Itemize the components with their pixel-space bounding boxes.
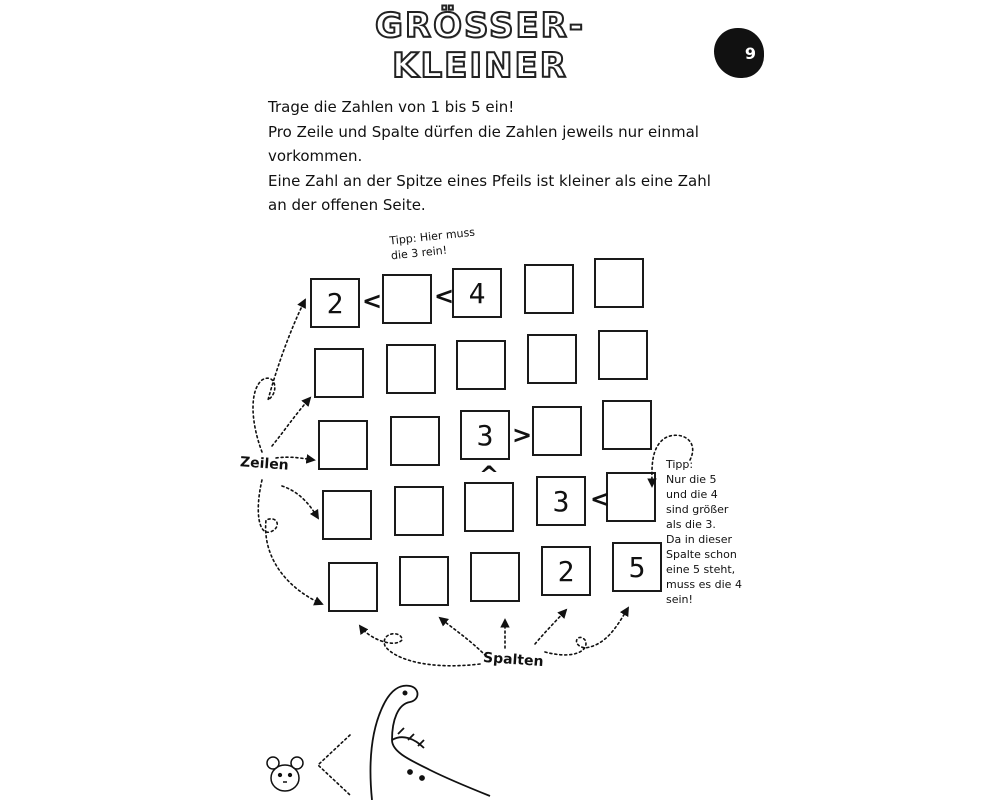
instruction-line: vorkommen. — [268, 147, 363, 165]
cell-r5-c5[interactable]: 5 — [612, 542, 662, 592]
instruction-line: Eine Zahl an der Spitze eines Pfeils ist kleiner als eine Zahl — [268, 171, 711, 190]
tip-right-line: Tipp: — [666, 458, 694, 471]
cell-r1-c1[interactable]: 2 — [310, 278, 360, 328]
cell-r5-c4[interactable]: 2 — [541, 546, 591, 596]
tip-right-line: und die 4 — [666, 488, 718, 501]
column-arrow-5 — [545, 608, 628, 655]
symbol-r1-c2-c3: < — [434, 282, 455, 310]
row-arrow-5 — [258, 480, 322, 604]
tip-right-line: Nur die 5 — [666, 473, 717, 486]
tip-right-line: Da in dieser — [666, 533, 733, 546]
page-title: GRÖSSER-KLEINER — [375, 6, 585, 86]
row-arrow-1 — [253, 300, 305, 452]
tip-right-line: sein! — [666, 593, 693, 606]
tip-top-line: die 3 rein! — [390, 243, 448, 263]
chevron-decoration — [318, 735, 350, 795]
dinosaur-illustration — [370, 686, 490, 800]
row-arrow-3 — [276, 457, 314, 460]
tip-right-line: als die 3. — [666, 518, 716, 531]
tip-right-line: Spalte schon — [666, 548, 737, 561]
tip-right-line: muss es die 4 — [666, 578, 742, 591]
column-arrow-2 — [440, 618, 486, 656]
tip-right-line: eine 5 steht, — [666, 563, 736, 576]
column-arrow-1 — [360, 626, 480, 666]
tip-arrow — [652, 435, 693, 486]
tip-top-line: Tipp: Hier muss — [388, 225, 476, 248]
columns-label: Spalten — [482, 649, 544, 671]
cell-r4-c4[interactable]: 3 — [536, 476, 586, 526]
cell-r3-c3[interactable]: 3 — [460, 410, 510, 460]
row-arrow-2 — [272, 398, 310, 446]
cell-r1-c3[interactable]: 4 — [452, 268, 502, 318]
symbol-r3-c3-c4: > — [512, 421, 533, 449]
tip-right-line: sind größer — [666, 503, 729, 516]
page-number: 9 — [744, 43, 756, 63]
symbol-r3-r4-c3: ^ — [479, 461, 500, 489]
mouse-illustration — [267, 757, 303, 791]
instruction-line: Trage die Zahlen von 1 bis 5 ein! — [268, 98, 515, 116]
column-arrow-4 — [535, 610, 566, 644]
instruction-line: Pro Zeile und Spalte dürfen die Zahlen jeweils nur einmal — [268, 122, 699, 141]
instruction-line: an der offenen Seite. — [268, 196, 426, 214]
symbol-r1-c1-c2: < — [362, 287, 383, 315]
symbol-r4-c4-c5: < — [590, 485, 611, 513]
rows-label: Zeilen — [239, 454, 290, 474]
row-arrow-4 — [282, 486, 318, 518]
